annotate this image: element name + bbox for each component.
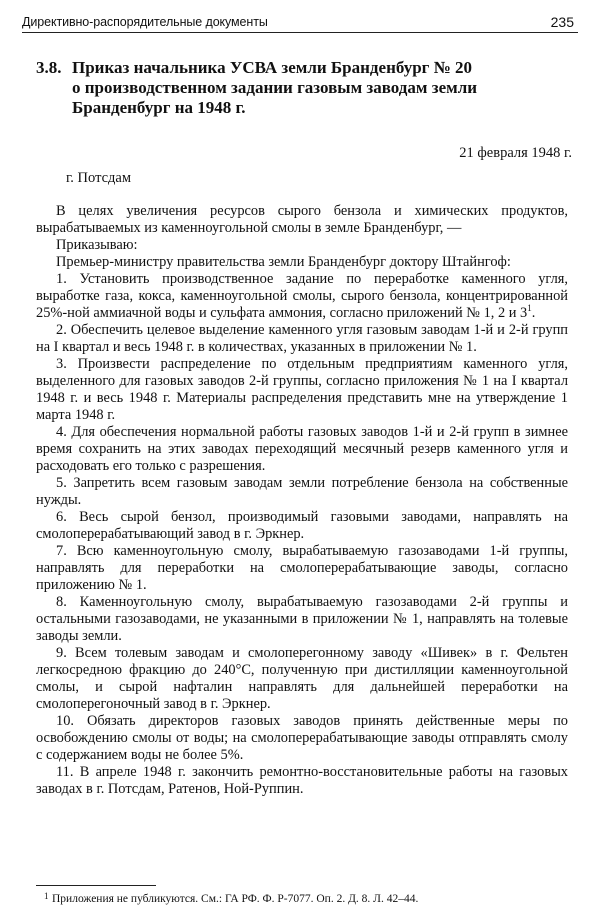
order-item-8: 8. Каменноугольную смолу, вырабатываемую газозаводами 2-й группы и остальными газозаводами, не указанными в приложении № 1, направлять на толевые заводы земли.	[36, 594, 568, 644]
order-item-9: 9. Всем толевым заводам и смолоперегонному заводу «Шивек» в г. Фельтен легкосредною фракцию до 240°С, полученную при дистилляции каменноугольной смолы, и сырой нафталин направлять для дальнейшей переработки на смолоперегоночный завод в г. Эркнер.	[36, 645, 568, 712]
heading-number: 3.8.	[36, 58, 62, 77]
order-item-3: 3. Произвести распределение по отдельным предприятиям каменного угля, выделенного для газовых заводов 2-й группы, согласно приложения № 1 на I квартал 1948 г. и весь 1948 г. Материалы распределения представить мне на утверждение 1 марта 1948 г.	[36, 356, 568, 423]
order-item-6: 6. Весь сырой бензол, производимый газовыми заводами, направлять на смолоперерабатывающий завод в г. Эркнер.	[36, 509, 568, 542]
heading-line-1: Приказ начальника УСВА земли Бранденбург № 20	[72, 58, 472, 77]
document-place: г. Потсдам	[66, 170, 132, 186]
heading-line-3: Бранденбург на 1948 г.	[72, 98, 246, 117]
document-body	[36, 203, 568, 798]
addressee-paragraph: Премьер-министру правительства земли Бранденбург доктору Штайнгоф:	[56, 254, 511, 270]
footnote	[44, 891, 572, 906]
order-item-10: 10. Обязать директоров газовых заводов принять действенные меры по освобождению смолы от воды; на смолоперерабатывающие заводы отправлять смолу с содержанием воды не более 5%.	[36, 713, 568, 763]
footnote-text: Приложения не публикуются. См.: ГА РФ. Ф. Р-7077. Оп. 2. Д. 8. Л. 42–44.	[52, 893, 419, 905]
order-item-1	[36, 271, 568, 322]
order-item-7: 7. Всю каменноугольную смолу, вырабатываемую газозаводами 1-й группы, направлять для переработки на смолоперерабатывающие заводы, согласно приложению № 1.	[36, 543, 568, 593]
order-item-5: 5. Запретить всем газовым заводам земли потребление бензола на собственные нужды.	[36, 475, 568, 508]
order-item-2: 2. Обеспечить целевое выделение каменного угля газовым заводам 1-й и 2-й групп на I квартал и весь 1948 г. в количествах, указанных в приложении № 1.	[36, 322, 568, 355]
order-item-4: 4. Для обеспечения нормальной работы газовых заводов 1-й и 2-й групп в зимнее время сохранить на этих заводах переходящий месячный резерв каменного угля и расходовать его только с разрешения.	[36, 424, 568, 474]
order-item-1-end: .	[531, 305, 536, 321]
intro-paragraph: В целях увеличения ресурсов сырого бензола и химических продуктов, вырабатываемых из каменноугольной смолы в земле Бранденбург, —	[36, 203, 568, 236]
running-head-title: Директивно-распорядительные документы	[22, 15, 268, 29]
document-date: 21 февраля 1948 г.	[459, 145, 572, 161]
footnote-mark: 1	[44, 891, 49, 901]
footnote-divider	[36, 885, 156, 886]
heading-line-2: о производственном задании газовым заводам земли	[72, 78, 478, 97]
document-heading	[36, 58, 536, 118]
running-head	[22, 10, 578, 33]
order-item-1-text: 1. Установить производственное задание по переработке каменного угля, выработке газа, кокса, каменноугольной смолы, сырого бензола, концентрированной 25%-ной аммиачной воды и сульфата аммония, согласно приложений № 1, 2 и 3	[36, 271, 568, 321]
order-item-11: 11. В апреле 1948 г. закончить ремонтно-восстановительные работы на газовых заводах в г. Потсдам, Ратенов, Ной-Руппин.	[36, 764, 568, 797]
order-word: Приказываю:	[56, 237, 138, 253]
footnote-reference[interactable]: 1	[527, 303, 532, 314]
page-number: 235	[550, 14, 574, 30]
